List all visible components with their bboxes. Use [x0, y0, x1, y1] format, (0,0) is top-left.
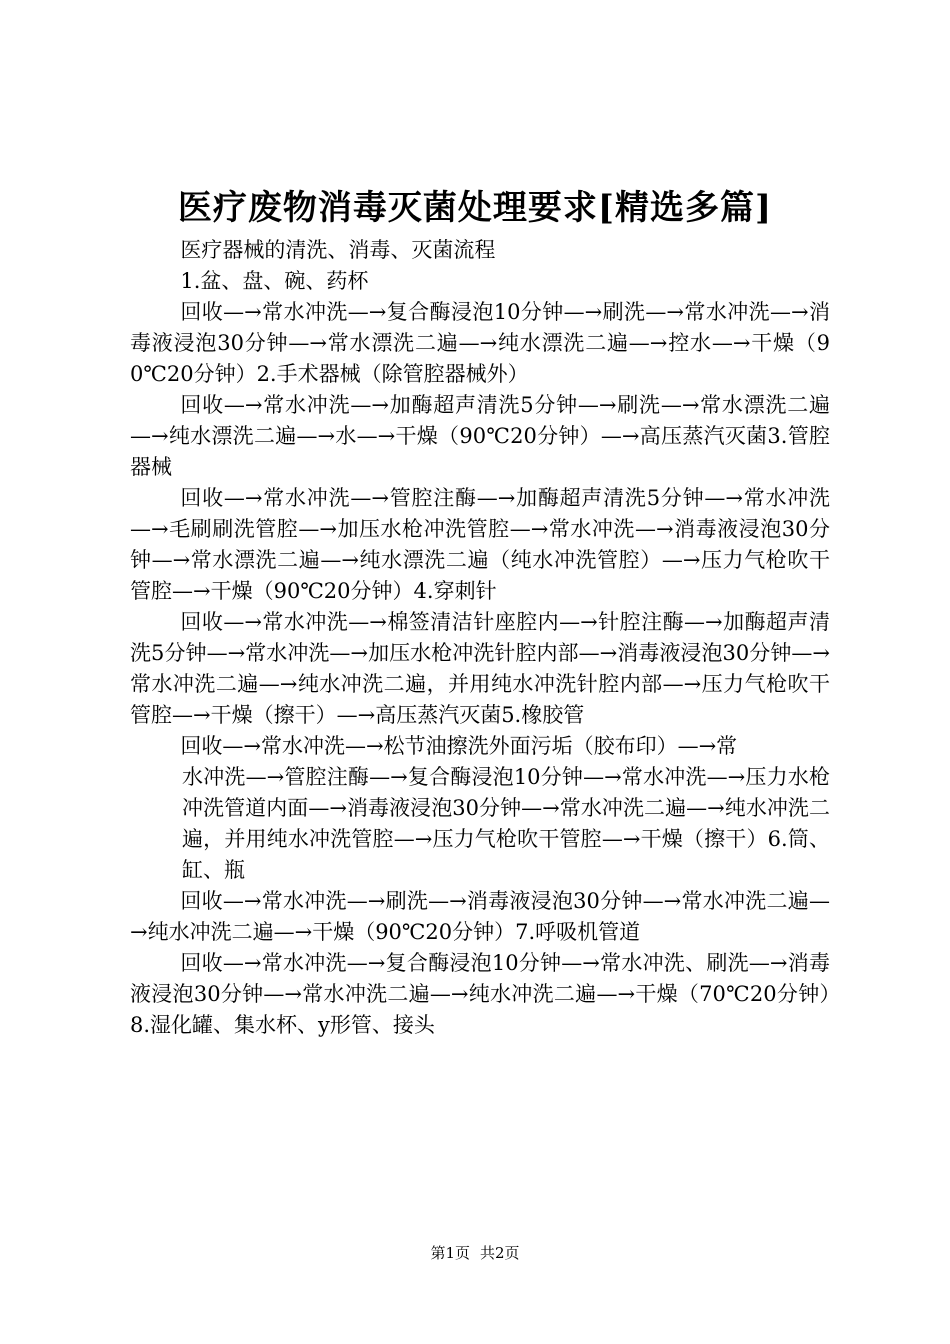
- paragraph-item-1-heading: 1.盆、盘、碗、药杯: [180, 269, 369, 293]
- paragraph-item-6-steps: 回收—→常水冲洗—→刷洗—→消毒液浸泡30分钟—→常水冲洗二遍—→纯水冲洗二遍—→干燥（90℃20分钟）7.呼吸机管道: [130, 889, 830, 944]
- page-number: 第1页: [430, 1244, 470, 1262]
- paragraph-item-2-steps: 回收—→常水冲洗—→加酶超声清洗5分钟—→刷洗—→常水漂洗二遍—→纯水漂洗二遍—→水—→干燥（90℃20分钟）—→高压蒸汽灭菌3.管腔器械: [130, 393, 830, 479]
- paragraph-item-7-steps: 回收—→常水冲洗—→复合酶浸泡10分钟—→常水冲洗、刷洗—→消毒液浸泡30分钟—→常水冲洗二遍—→纯水冲洗二遍—→干燥（70℃20分钟）8.湿化罐、集水杯、y形管、接头: [130, 951, 830, 1037]
- paragraph-item-4-steps: 回收—→常水冲洗—→棉签清洁针座腔内—→针腔注酶—→加酶超声清洗5分钟—→常水冲洗—→加压水枪冲洗针腔内部—→消毒液浸泡30分钟—→常水冲洗二遍—→纯水冲洗二遍，并用纯水冲洗针腔内部—→压力气枪吹干管腔—→干燥（擦干）—→高压蒸汽灭菌5.橡胶管: [130, 610, 830, 727]
- document-title: 医疗废物消毒灭菌处理要求[精选多篇]: [177, 188, 773, 228]
- page-footer: [0, 1243, 950, 1263]
- paragraph-item-5-steps-cont: 水冲洗—→管腔注酶—→复合酶浸泡10分钟—→常水冲洗—→压力水枪冲洗管道内面—→消毒液浸泡30分钟—→常水冲洗二遍—→纯水冲洗二遍，并用纯水冲洗管腔—→压力气枪吹干管腔—→干燥（擦干）6.筒、缸、瓶: [182, 765, 830, 882]
- paragraph-item-5-steps-start: 回收—→常水冲洗—→松节油擦洗外面污垢（胶布印）—→常: [180, 734, 738, 758]
- paragraph-item-1-steps: 回收—→常水冲洗—→复合酶浸泡10分钟—→刷洗—→常水冲洗—→消毒液浸泡30分钟—→常水漂洗二遍—→纯水漂洗二遍—→控水—→干燥（90℃20分钟）2.手术器械（除管腔器械外）: [130, 300, 830, 386]
- paragraph-subtitle: 医疗器械的清洗、消毒、灭菌流程: [180, 238, 496, 262]
- page-total: 共2页: [480, 1244, 520, 1262]
- paragraph-item-3-steps: 回收—→常水冲洗—→管腔注酶—→加酶超声清洗5分钟—→常水冲洗—→毛刷刷洗管腔—→加压水枪冲洗管腔—→常水冲洗—→消毒液浸泡30分钟—→常水漂洗二遍—→纯水漂洗二遍（纯水冲洗管腔）—→压力气枪吹干管腔—→干燥（90℃20分钟）4.穿刺针: [130, 486, 830, 603]
- document-body: [130, 235, 830, 1041]
